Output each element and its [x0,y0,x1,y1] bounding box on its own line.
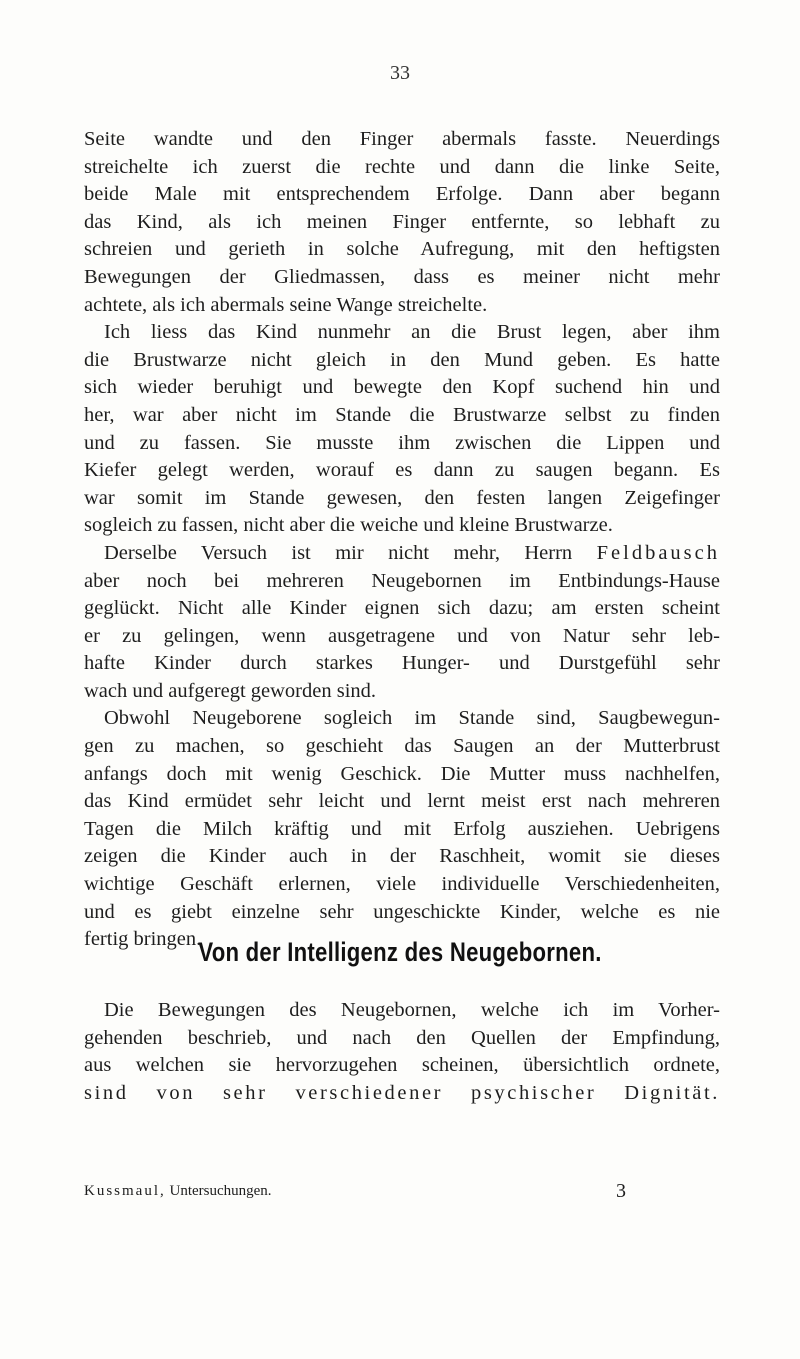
text-line: anfangs doch mit wenig Geschick. Die Mutter muss nachhelfen, [84,762,720,785]
text-line: und es giebt einzelne sehr ungeschickte Kinder, welche es nie [84,900,720,923]
text-line: streichelte ich zuerst die rechte und dann die linke Seite, [84,155,720,178]
text-line: zeigen die Kinder auch in der Raschheit, womit sie dieses [84,845,720,868]
body-text-section [84,997,720,1107]
page-footer [84,1180,720,1202]
text-line: Tagen die Milch kräftig und mit Erfolg ausziehen. Uebrigens [84,817,720,840]
text-line: hafte Kinder durch starkes Hunger- und Durstgefühl sehr [84,652,720,675]
text-line: sich wieder beruhigt und bewegte den Kopf suchend hin und [84,376,720,399]
text-fragment: Derselbe Versuch ist mir nicht mehr, Herrn [104,541,573,564]
text-line: fertig bringen. [84,928,202,951]
text-line: Seite wandte und den Finger abermals fasste. Neuerdings [84,128,720,150]
text-line: schreien und gerieth in solche Aufregung, mit den heftigsten [84,238,720,261]
body-text [84,126,720,954]
text-line: beide Male mit entsprechendem Erfolge. Dann aber begann [84,183,720,206]
text-line: gen zu machen, so geschieht das Saugen an der Mutterbrust [84,735,720,758]
text-line: wach und aufgeregt geworden sind. [84,679,377,702]
text-line: her, war aber nicht im Stande die Brustwarze selbst zu finden [84,403,720,426]
footer-title: Untersuchungen. [169,1183,272,1199]
text-line: Obwohl Neugeborene sogleich im Stande sind, Saugbewegun- [104,707,720,730]
text-line: aber noch bei mehreren Neugebornen im Entbindungs-Hause [84,569,720,592]
text-line: und zu fassen. Sie musste ihm zwischen die Lippen und [84,431,720,454]
text-line: geglückt. Nicht alle Kinder eignen sich dazu; am ersten scheint [84,597,720,620]
text-line: aus welchen sie hervorzugehen scheinen, übersichtlich ordnete, [84,1054,720,1077]
text-line: Ich liess das Kind nunmehr an die Brust legen, aber ihm [104,321,720,344]
text-line: sogleich zu fassen, nicht aber die weiche und kleine Brustwarze. [84,514,613,537]
text-line: wichtige Geschäft erlernen, viele individuelle Verschiedenheiten, [84,873,720,896]
text-line: Bewegungen der Gliedmassen, dass es meiner nicht mehr [84,265,720,288]
text-line: Die Bewegungen des Neugebornen, welche ich im Vorher- [104,999,720,1021]
text-line: er zu gelingen, wenn ausgetragene und von Natur sehr leb- [84,624,720,647]
text-line: die Brustwarze nicht gleich in den Mund geben. Es hatte [84,348,720,371]
footer-author: Kussmaul, [84,1183,166,1199]
signature-mark: 3 [616,1180,626,1202]
text-line: das Kind ermüdet sehr leicht und lernt meist erst nach mehreren [84,790,720,813]
text-line: das Kind, als ich meinen Finger entfernte, so lebhaft zu [84,210,720,233]
section-heading: Von der Intelligenz des Neugebornen. [198,937,602,967]
text-line: gehenden beschrieb, und nach den Quellen der Empfindung, [84,1026,720,1049]
text-line: achtete, als ich abermals seine Wange streichelte. [84,293,488,316]
text-line: war somit im Stande gewesen, den festen langen Zeigefinger [84,486,720,509]
text-line: sind von sehr verschiedener psychischer Dignität. [84,1081,720,1104]
text-line: Kiefer gelegt werden, worauf es dann zu saugen begann. Es [84,459,720,482]
page-number: 33 [390,62,410,84]
person-name: Feldbausch [596,541,720,564]
text-line [84,540,720,568]
